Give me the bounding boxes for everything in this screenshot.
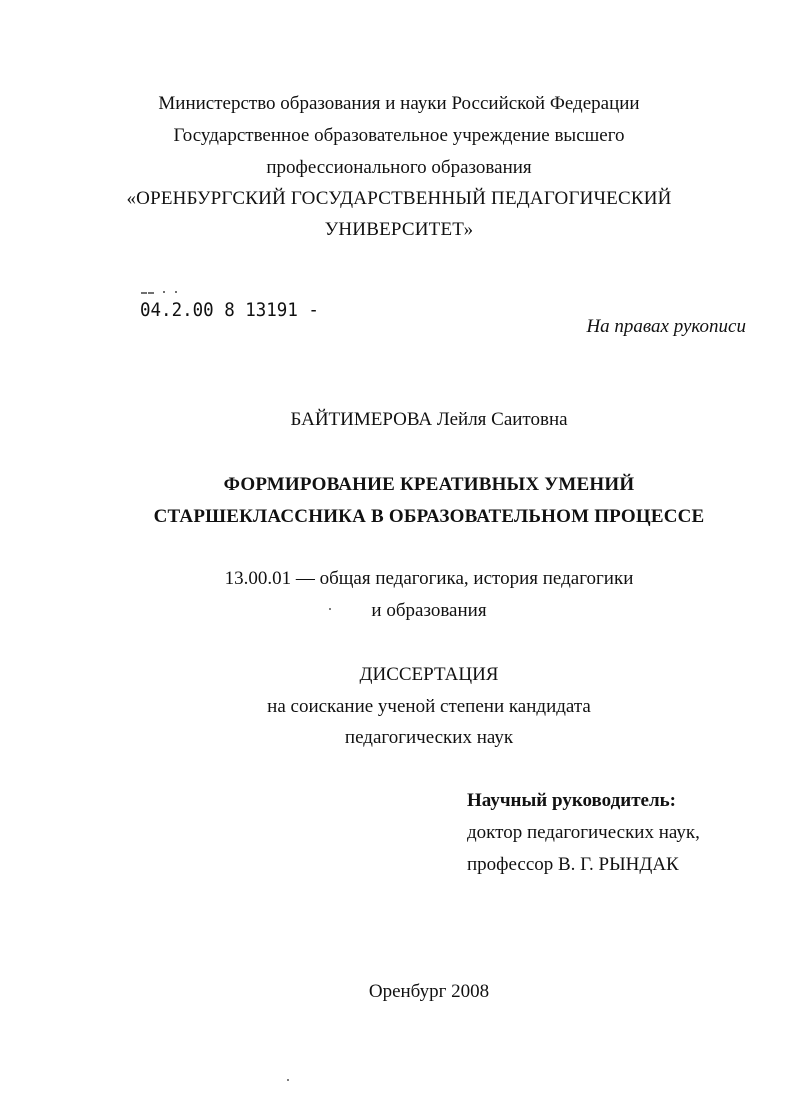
institution-line-1: Государственное образовательное учреждение высшего bbox=[173, 125, 625, 146]
manuscript-rights-note: На правах рукописи bbox=[586, 316, 746, 337]
city-year: Оренбург 2008 bbox=[368, 981, 490, 1002]
university-name-line-1: «ОРЕНБУРГСКИЙ ГОСУДАРСТВЕННЫЙ ПЕДАГОГИЧЕСКИЙ bbox=[126, 188, 672, 209]
dissertation-title-line-2: СТАРШЕКЛАССНИКА В ОБРАЗОВАТЕЛЬНОМ ПРОЦЕССЕ bbox=[153, 506, 705, 527]
library-stamp-code: 04.2.00 8 13191 - bbox=[140, 299, 319, 321]
specialty-line-1: 13.00.01 — общая педагогика, история педагогики bbox=[224, 568, 634, 589]
university-name-line-2: УНИВЕРСИТЕТ» bbox=[324, 219, 474, 240]
degree-line-1: на соискание ученой степени кандидата bbox=[267, 696, 591, 717]
supervisor-line-2: профессор В. Г. РЫНДАК bbox=[467, 854, 679, 875]
scan-speck bbox=[329, 608, 331, 610]
scan-speck bbox=[287, 1079, 289, 1081]
ministry-line: Министерство образования и науки Российской Федерации bbox=[158, 93, 640, 114]
dissertation-title-line-1: ФОРМИРОВАНИЕ КРЕАТИВНЫХ УМЕНИЙ bbox=[223, 474, 635, 495]
supervisor-label: Научный руководитель: bbox=[467, 790, 676, 811]
degree-type: ДИССЕРТАЦИЯ bbox=[359, 664, 499, 685]
institution-line-2: профессионального образования bbox=[266, 157, 532, 178]
specialty-line-2: и образования bbox=[371, 600, 487, 621]
stamp-marks bbox=[141, 289, 181, 295]
author-name: БАЙТИМЕРОВА Лейля Саитовна bbox=[290, 409, 568, 430]
degree-line-2: педагогических наук bbox=[344, 727, 514, 748]
supervisor-line-1: доктор педагогических наук, bbox=[467, 822, 700, 843]
